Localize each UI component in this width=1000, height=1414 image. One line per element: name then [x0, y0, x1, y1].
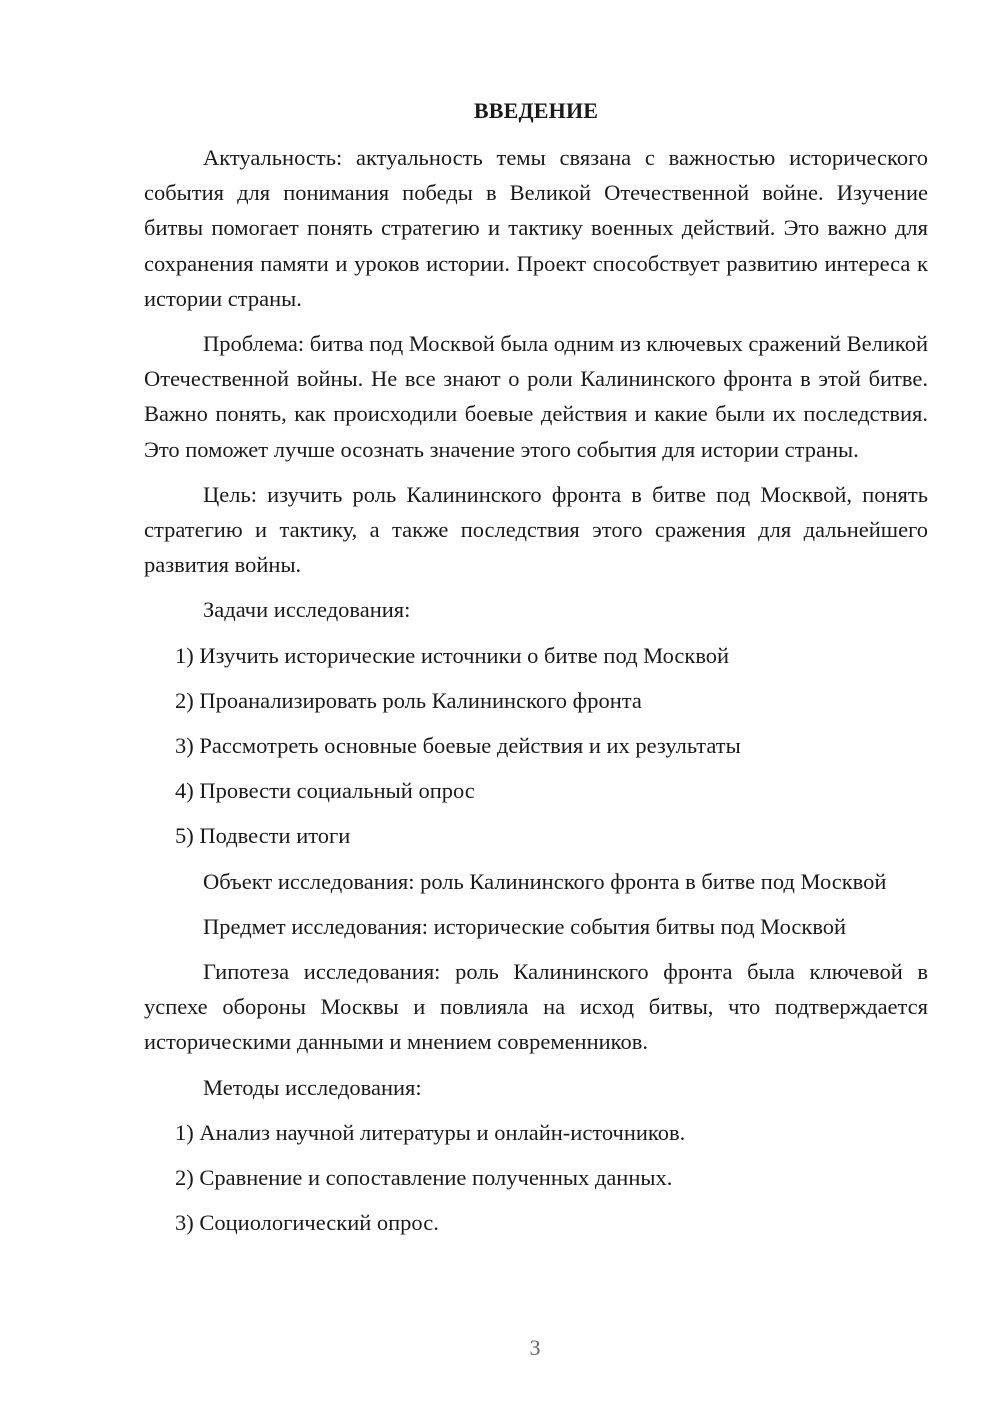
document-page [144, 95, 928, 1250]
list-item: 1) Анализ научной литературы и онлайн-источников. [175, 1119, 686, 1145]
list-item: 1) Изучить исторические источники о битве под Москвой [175, 642, 730, 668]
tasks-label: Задачи исследования: [203, 597, 411, 623]
relevance-paragraph: Актуальность: актуальность темы связана с важностью исторического события для понимания победы в Великой Отечественной войне. Изучение битвы помогает понять стратегию и тактику военных действий. Это важно для сохранения памяти и уроков истории. Проект способствует развитию интереса к истории страны. [144, 145, 928, 311]
tasks-list [144, 638, 928, 854]
problem-paragraph: Проблема: битва под Москвой была одним из ключевых сражений Великой Отечественной войны. Не все знают о роли Калининского фронта в этой битве. Важно понять, как происходили боевые действия и какие были их последствия. Это поможет лучше осознать значение этого события для истории страны. [144, 331, 928, 462]
hypothesis-paragraph: Гипотеза исследования: роль Калининского фронта была ключевой в успехе обороны Москвы и повлияла на исход битвы, что подтверждается историческими данными и мнением современников. [144, 959, 928, 1055]
methods-label: Методы исследования: [203, 1074, 422, 1100]
list-item: 3) Рассмотреть основные боевые действия и их результаты [175, 733, 741, 759]
list-item: 3) Социологический опрос. [175, 1210, 439, 1236]
section-heading: ВВЕДЕНИЕ [473, 98, 599, 123]
goal-paragraph: Цель: изучить роль Калининского фронта в битве под Москвой, понять стратегию и тактику, а также последствия этого сражения для дальнейшего развития войны. [144, 481, 928, 578]
object-paragraph: Объект исследования: роль Калининского фронта в битве под Москвой [203, 868, 887, 894]
page-number: 3 [529, 1335, 541, 1360]
methods-list [144, 1115, 928, 1241]
subject-paragraph: Предмет исследования: исторические события битвы под Москвой [203, 913, 847, 939]
list-item: 2) Проанализировать роль Калининского фронта [175, 687, 642, 713]
list-item: 5) Подвести итоги [175, 823, 351, 849]
list-item: 4) Провести социальный опрос [175, 778, 475, 804]
list-item: 2) Сравнение и сопоставление полученных данных. [175, 1165, 673, 1191]
